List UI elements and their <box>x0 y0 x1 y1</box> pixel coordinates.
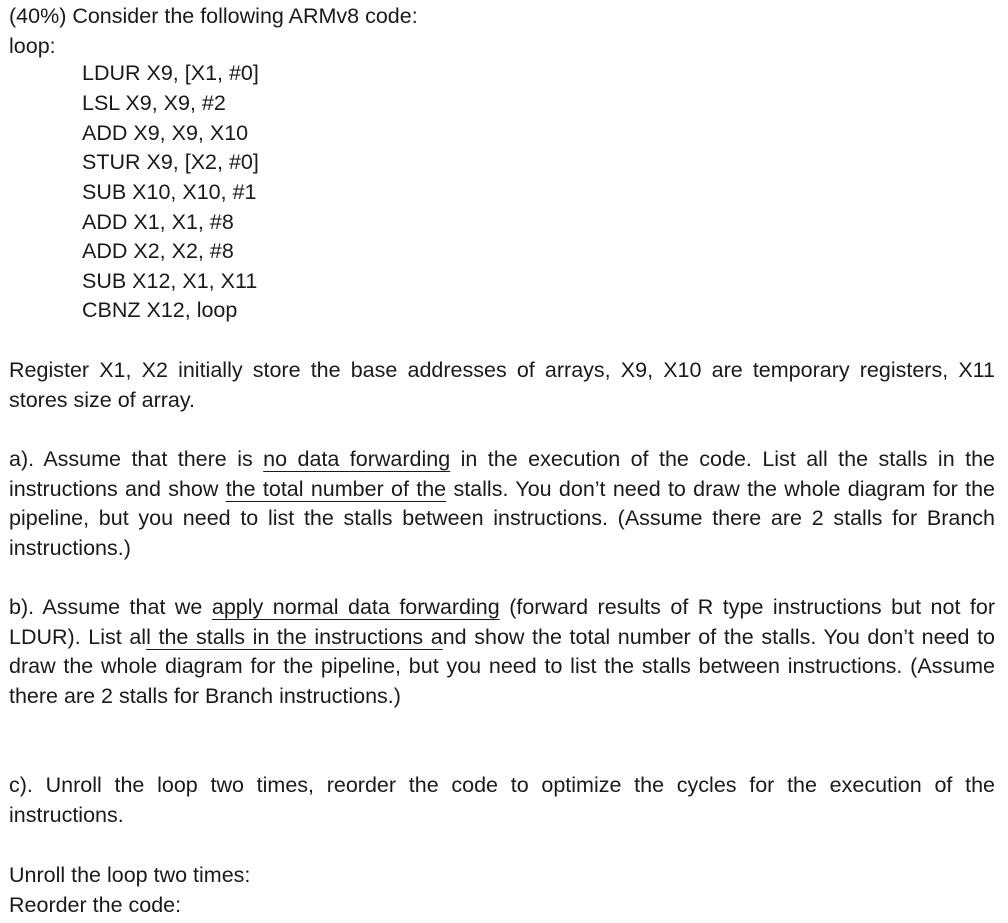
code-line: SUB X12, X1, X11 <box>82 269 258 293</box>
loop-label: loop: <box>9 34 56 58</box>
part-a-text <box>9 445 995 563</box>
part-a-prefix: a). Assume that there is <box>9 447 264 471</box>
part-b-emphasis-forwarding: apply normal data forwarding <box>211 595 500 619</box>
code-line: SUB X10, X10, #1 <box>82 180 257 204</box>
code-line: LSL X9, X9, #2 <box>82 91 226 115</box>
part-b-prefix: b). Assume that we <box>9 595 212 619</box>
code-line: ADD X2, X2, #8 <box>82 239 234 263</box>
code-line: ADD X9, X9, X10 <box>82 121 249 145</box>
reorder-label: Reorder the code: <box>9 893 182 917</box>
unroll-label: Unroll the loop two times: <box>9 863 251 887</box>
code-line: CBNZ X12, loop <box>82 298 238 322</box>
part-a-emphasis-no-forwarding: no data forwarding <box>263 447 451 471</box>
question-title: (40%) Consider the following ARMv8 code: <box>9 4 418 28</box>
part-c-text: c). Unroll the loop two times, reorder the code to optimize the cycles for the execution of the instructions. <box>9 773 995 827</box>
code-line: ADD X1, X1, #8 <box>82 210 234 234</box>
part-b-suffix: nd show the total number of the stalls. You don’t need to draw the whole diagram for the pipeline, but you need to list the stalls between instructions. (Assume there are 2 stalls for Branch instructions.) <box>9 624 995 708</box>
code-line: LDUR X9, [X1, #0] <box>82 61 259 85</box>
part-b-text <box>9 593 995 711</box>
code-line: STUR X9, [X2, #0] <box>82 150 259 174</box>
part-b-emphasis-stalls: l the stalls in the instructions a <box>146 624 443 649</box>
part-b-mid: (forward results of R type instructions but not for LDUR). List al <box>9 595 996 649</box>
register-note: Register X1, X2 initially store the base addresses of arrays, X9, X10 are temporary registers, X11 stores size of array. <box>9 358 995 412</box>
part-a-mid: in the execution of the code. List all the stalls in the instructions and show <box>9 447 995 501</box>
part-a-emphasis-total: the total number of the <box>225 476 447 501</box>
part-a-suffix: stalls. You don’t need to draw the whole diagram for the pipeline, but you need to list the stalls between instructions. (Assume there are 2 stalls for Branch instructions.) <box>9 476 995 560</box>
